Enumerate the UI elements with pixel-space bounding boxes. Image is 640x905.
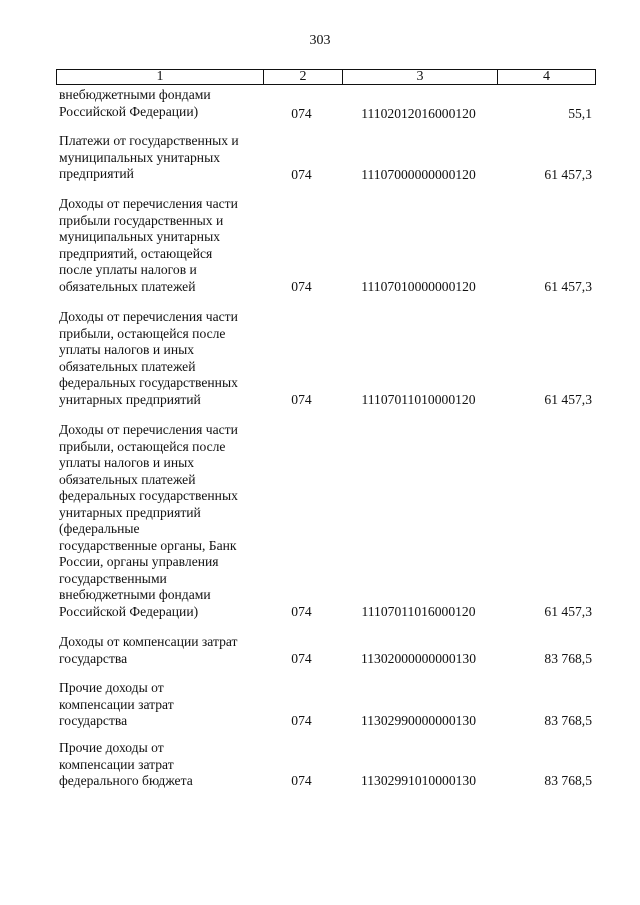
row-description: Доходы от перечисления части прибыли государственных и муниципальных унитарных предприятий, остающейся после уплаты налогов и обязательных платежей [59,196,238,294]
row-admin-code: 074 [291,604,312,619]
row-budget-code: 11107000000000120 [361,167,476,182]
header-col-1: 1 [57,70,264,84]
row-amount: 83 768,5 [544,773,592,788]
row-amount: 61 457,3 [544,392,592,407]
row-amount: 61 457,3 [544,604,592,619]
row-description: Доходы от перечисления части прибыли, остающейся после уплаты налогов и иных обязательных платежей федеральных государственных унитарных предприятий [59,309,238,407]
row-amount: 83 768,5 [544,651,592,666]
page-number: 303 [309,33,331,48]
row-description: Прочие доходы от компенсации затрат государства [59,680,174,728]
row-admin-code: 074 [291,167,312,182]
header-col-3: 3 [343,70,498,84]
row-amount: 55,1 [568,106,592,121]
row-admin-code: 074 [291,651,312,666]
table-header [56,69,596,85]
row-admin-code: 074 [291,392,312,407]
header-col-4: 4 [543,69,550,84]
row-description: Доходы от перечисления части прибыли, остающейся после уплаты налогов и иных обязательных платежей федеральных государственных унитарных предприятий (федеральные государственные органы, Банк России, органы управления государственными внебюджетными фондами Российской Федерации) [59,422,238,619]
row-admin-code: 074 [291,279,312,294]
row-budget-code: 11107011010000120 [361,392,476,407]
row-admin-code: 074 [291,713,312,728]
row-budget-code: 11302000000000130 [360,651,477,666]
row-budget-code: 11302990000000130 [360,713,477,728]
row-amount: 83 768,5 [544,713,592,728]
row-description: Прочие доходы от компенсации затрат федерального бюджета [59,740,193,788]
row-budget-code: 11107010000000120 [361,279,476,294]
row-budget-code: 11302991010000130 [360,773,477,788]
row-admin-code: 074 [291,773,312,788]
row-description: Платежи от государственных и муниципальных унитарных предприятий [59,133,239,181]
row-budget-code: 11107011016000120 [361,604,476,619]
row-admin-code: 074 [291,106,312,121]
row-description: Доходы от компенсации затрат государства [59,634,238,666]
row-description: внебюджетными фондами Российской Федерации) [59,87,211,119]
header-col-2: 2 [264,70,343,84]
row-budget-code: 11102012016000120 [361,106,476,121]
row-amount: 61 457,3 [544,167,592,182]
row-amount: 61 457,3 [544,279,592,294]
